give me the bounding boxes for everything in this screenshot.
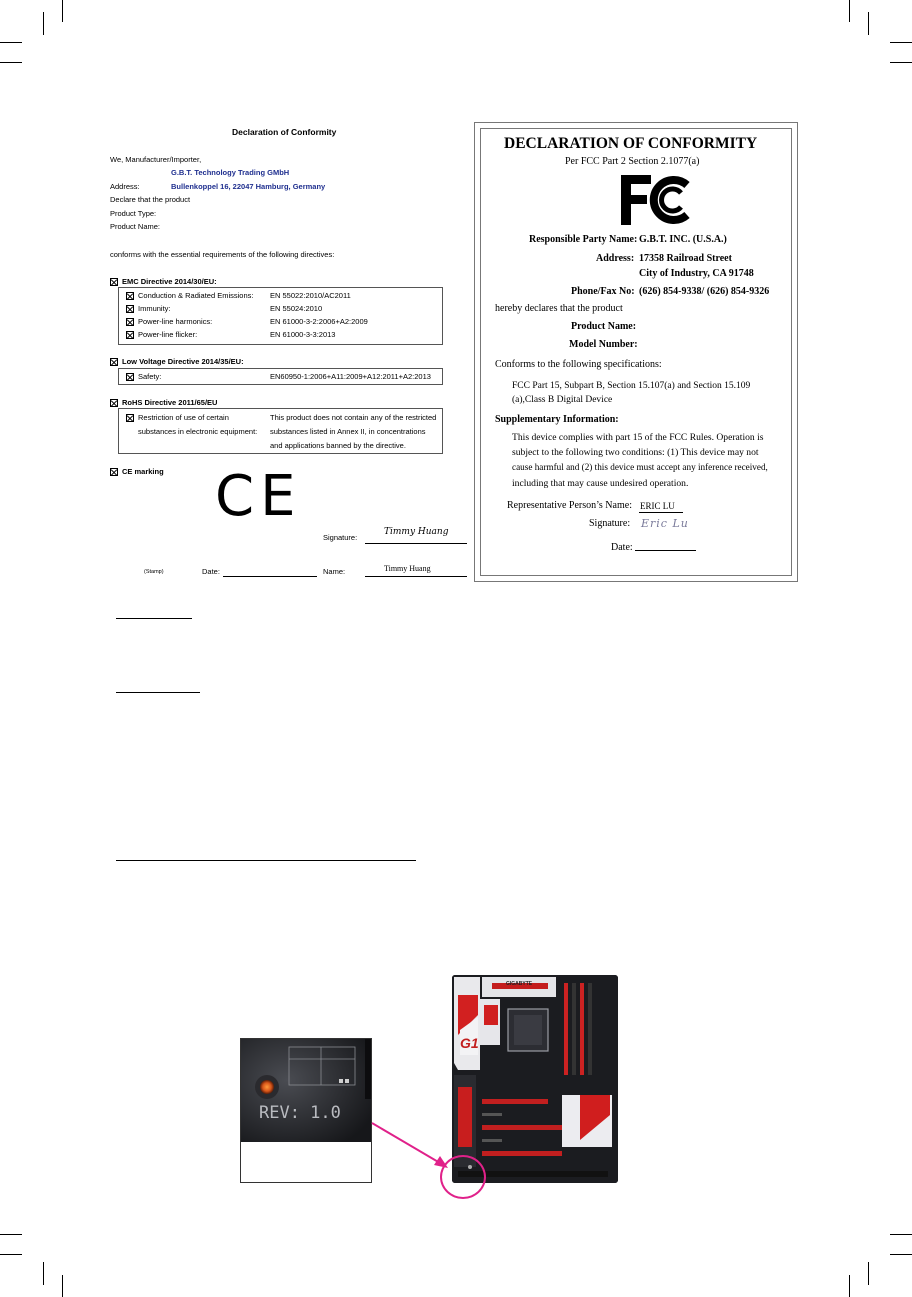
eu-address-label: Address:	[110, 182, 140, 191]
fcc-declaration	[474, 122, 798, 582]
crop-mark	[0, 1234, 22, 1235]
eu-stamp: (Stamp)	[144, 569, 164, 575]
emc-item-label: Conduction & Radiated Emissions:	[138, 291, 254, 300]
ce-title: CE marking	[122, 467, 164, 476]
motherboard-illustration	[452, 975, 618, 1183]
fcc-address-line1: 17358 Railroad Street	[639, 253, 732, 264]
eu-name-value: Timmy Huang	[384, 564, 431, 573]
eu-title: Declaration of Conformity	[232, 127, 337, 137]
crop-mark	[890, 62, 912, 63]
crop-mark	[849, 0, 850, 22]
fcc-phone-value: (626) 854-9338/ (626) 854-9326	[639, 286, 770, 297]
fcc-rep-value: ERIC LU	[640, 501, 675, 511]
fcc-supp-3: cause harmful and (2) this device must accept any inference received,	[512, 462, 768, 472]
eu-date-label: Date:	[202, 567, 220, 576]
fcc-model-number: Model Number:	[569, 339, 638, 350]
emc-item-checkbox	[126, 331, 134, 339]
fcc-hereby: hereby declares that the product	[495, 303, 623, 314]
fcc-rep-label: Representative Person’s Name:	[507, 500, 632, 511]
crop-mark	[890, 42, 912, 43]
emc-item-value: EN 61000-3-2:2006+A2:2009	[270, 317, 368, 326]
rohs-text-2: substances listed in Annex II, in concentrations	[270, 427, 426, 436]
eu-signature-line	[365, 543, 467, 544]
lvd-title: Low Voltage Directive 2014/35/EU:	[122, 357, 244, 366]
fcc-spec-2: (a),Class B Digital Device	[512, 395, 613, 405]
eu-address: Bullenkoppel 16, 22047 Hamburg, Germany	[171, 182, 326, 191]
fcc-logo	[617, 171, 697, 229]
fcc-subtitle: Per FCC Part 2 Section 2.1077(a)	[565, 156, 700, 167]
emc-item-value: EN 61000-3-3:2013	[270, 330, 336, 339]
rohs-text-1: This product does not contain any of the restricted	[270, 413, 437, 422]
fcc-supp-4: including that may cause undesired operation.	[512, 478, 689, 489]
lvd-item-value: EN60950-1:2006+A11:2009+A12:2011+A2:2013	[270, 372, 431, 381]
emc-item-checkbox	[126, 318, 134, 326]
fcc-rep-line	[639, 512, 683, 513]
emc-item-value: EN 55022:2010/AC2011	[270, 291, 351, 300]
fcc-supp-title: Supplementary Information:	[495, 414, 619, 425]
emc-item-label: Immunity:	[138, 304, 171, 313]
board-brand: GIGABYTE	[506, 981, 533, 987]
lvd-item-checkbox	[126, 373, 134, 381]
heading-underline	[116, 618, 192, 619]
emc-item-label: Power-line harmonics:	[138, 317, 213, 326]
eu-company: G.B.T. Technology Trading GMbH	[171, 168, 290, 177]
ce-checkbox	[110, 468, 118, 476]
rohs-title: RoHS Directive 2011/65/EU	[122, 398, 218, 407]
fcc-conforms: Conforms to the following specifications:	[495, 359, 662, 370]
eu-conforms: conforms with the essential requirements of the following directives:	[110, 250, 335, 259]
fcc-date-label: Date:	[611, 542, 633, 553]
crop-mark	[890, 1234, 912, 1235]
eu-intro: We, Manufacturer/Importer,	[110, 155, 202, 164]
rohs-item-checkbox	[126, 414, 134, 422]
crop-mark	[890, 1254, 912, 1255]
rohs-checkbox	[110, 399, 118, 407]
board-model-mark: G1	[460, 1035, 479, 1051]
emc-checkbox	[110, 278, 118, 286]
rev-location-highlight	[440, 1155, 486, 1199]
lvd-checkbox	[110, 358, 118, 366]
fcc-address-line2: City of Industry, CA 91748	[639, 268, 754, 279]
fcc-product-name: Product Name:	[571, 321, 637, 332]
motherboard-photo	[452, 975, 618, 1183]
rev-label: REV: 1.0	[259, 1103, 341, 1123]
crop-mark	[868, 1262, 869, 1285]
fcc-spec-1: FCC Part 15, Subpart B, Section 15.107(a) and Section 15.109	[512, 381, 751, 391]
rev-zoom-callout	[240, 1038, 372, 1183]
rohs-label-1: Restriction of use of certain	[138, 413, 229, 422]
crop-mark	[0, 1254, 22, 1255]
fcc-responsible-label: Responsible Party Name:	[529, 234, 638, 245]
emc-item-checkbox	[126, 305, 134, 313]
crop-mark	[43, 1262, 44, 1285]
emc-item-value: EN 55024:2010	[270, 304, 323, 313]
eu-declaration	[0, 0, 480, 600]
fcc-supp-2: subject to the following two conditions: (1) This device may not	[512, 447, 759, 458]
fcc-phone-label: Phone/Fax No:	[571, 286, 635, 297]
fcc-date-line	[635, 550, 696, 551]
crop-mark	[849, 1275, 850, 1297]
fcc-signature-label: Signature:	[589, 518, 631, 529]
eu-signature-label: Signature:	[323, 533, 358, 542]
rohs-text-3: and applications banned by the directive.	[270, 441, 406, 450]
eu-signature-value: Timmy Huang	[384, 527, 449, 537]
emc-title: EMC Directive 2014/30/EU:	[122, 277, 217, 286]
fcc-title: DECLARATION OF CONFORMITY	[504, 135, 758, 152]
eu-date-line	[223, 576, 317, 577]
fcc-supp-1: This device complies with part 15 of the FCC Rules. Operation is	[512, 432, 764, 443]
heading-underline	[116, 692, 200, 693]
fcc-responsible-value: G.B.T. INC. (U.S.A.)	[639, 234, 727, 245]
lvd-item-label: Safety:	[138, 372, 162, 381]
fcc-address-label: Address:	[596, 253, 635, 264]
eu-product-type: Product Type:	[110, 209, 157, 218]
eu-declare: Declare that the product	[110, 195, 191, 204]
heading-underline	[116, 860, 416, 861]
eu-name-line	[365, 576, 467, 577]
eu-product-name: Product Name:	[110, 222, 161, 231]
emc-item-label: Power-line flicker:	[138, 330, 198, 339]
crop-mark	[62, 1275, 63, 1297]
fcc-signature-value: Eric Lu	[641, 517, 689, 530]
eu-name-label: Name:	[323, 567, 346, 576]
ce-logo: CE	[215, 464, 302, 529]
crop-mark	[868, 12, 869, 35]
rohs-label-2: substances in electronic equipment:	[138, 427, 258, 436]
emc-item-checkbox	[126, 292, 134, 300]
